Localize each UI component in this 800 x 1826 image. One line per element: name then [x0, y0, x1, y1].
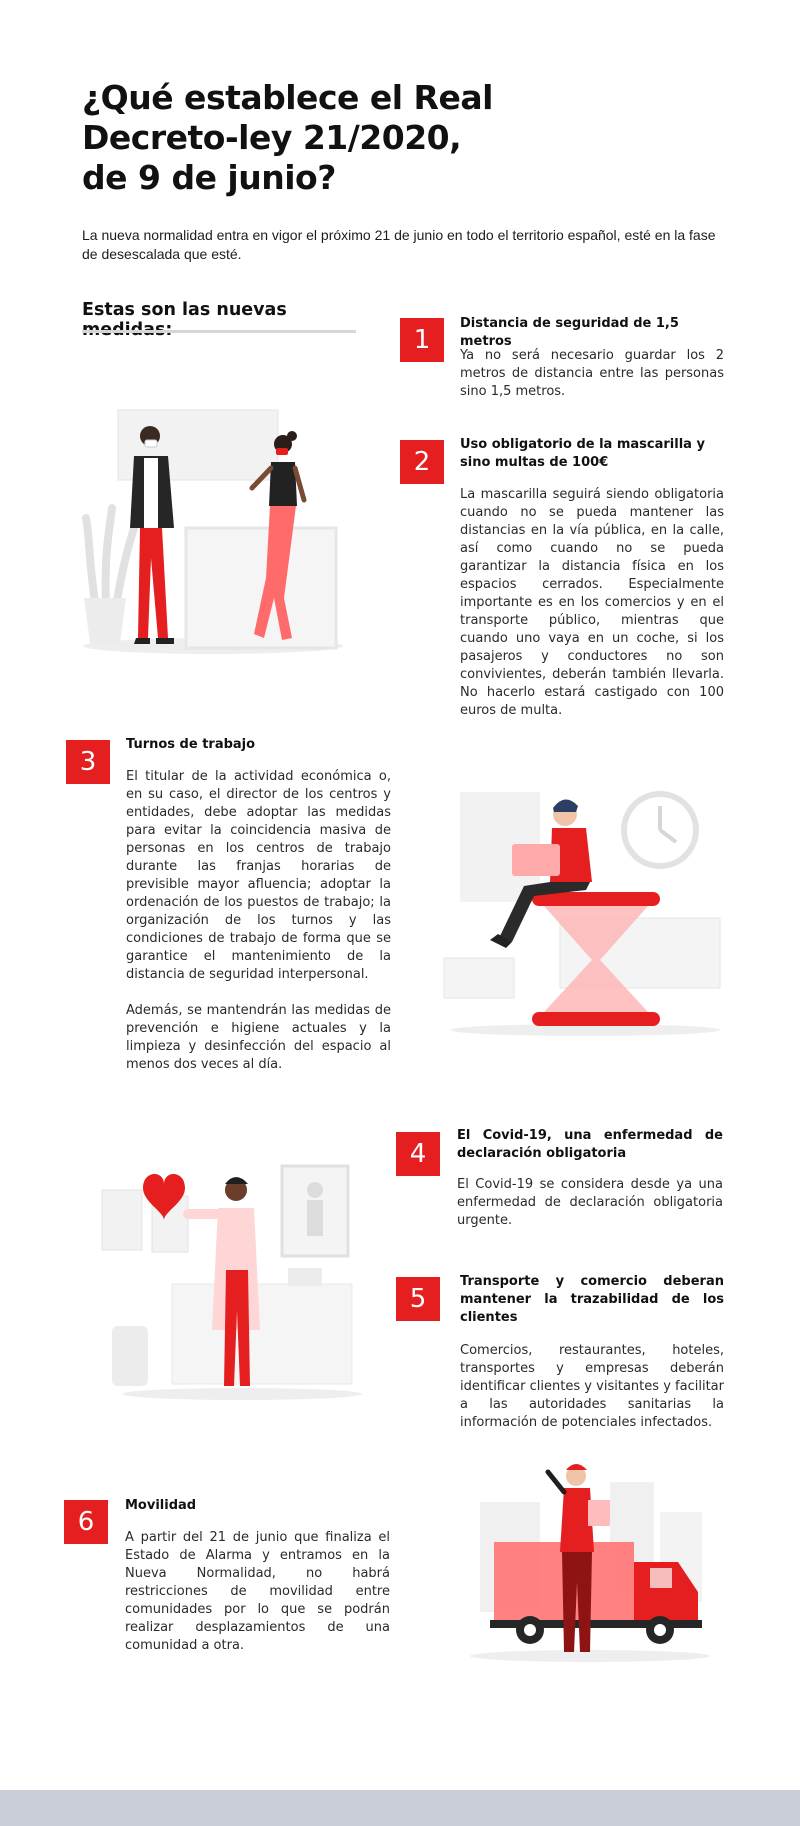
- measure-4-body: [457, 1176, 723, 1230]
- measure-2-badge: 2: [400, 440, 444, 484]
- footer-bar: [0, 1790, 800, 1826]
- measure-2-body: [460, 486, 724, 720]
- page-title-line-2: Decreto-ley 21/2020,: [82, 118, 462, 157]
- measure-2-title: Uso obligatorio de la mascarilla y sino multas de 100€: [460, 437, 705, 470]
- page-title: [82, 78, 602, 198]
- measure-6-paragraph: A partir del 21 de junio que finaliza el Estado de Alarma y entramos en la Nueva Normalidad, no habrá restricciones de movilidad entre comunidades por lo que se podrán realizar desplazamientos de una comunidad a otra.: [125, 1530, 390, 1653]
- measure-6-badge: 6: [64, 1500, 108, 1544]
- measure-3-title: Turnos de trabajo: [126, 737, 256, 752]
- measure-6-title: Movilidad: [125, 1498, 197, 1513]
- measure-1-body: [460, 347, 724, 401]
- measure-3-paragraph-1: El titular de la actividad económica o, en su caso, el director de los centros y entidades, debe adoptar las medidas para evitar la coincidencia masiva de personas en los centros de trabajo durante las franjas horarias de previsible mayor afluencia; adoptar la ordenación de los puestos de trabajo; la organización de los turnos y las condiciones de trabajo de forma que se garantice el mantenimiento de la distancia de seguridad interpersonal.: [126, 769, 391, 982]
- page-title-line-1: ¿Qué establece el Real: [82, 78, 493, 117]
- measure-5-badge: 5: [396, 1277, 440, 1321]
- measure-5-paragraph: Comercios, restaurantes, hoteles, transportes y empresas deberán identificar clientes y visitantes y facilitar a las autoridades sanitarias la información de potenciales infectados.: [460, 1343, 724, 1430]
- measures-subtitle: Estas son las nuevas: [82, 300, 287, 320]
- delivery-truck-illustration: [460, 1452, 720, 1662]
- measure-6-body: [125, 1529, 390, 1655]
- people-distancing-illustration: [78, 398, 368, 658]
- measure-2-paragraph: La mascarilla seguirá siendo obligatoria cuando no se pueda mantener las distancias en la vía pública, en la calle, así como cuando no se pueda garantizar la distancia física en los espacios cerrados. Especialmente importante es en los comercios y en el transporte público, mientras que cuando uno vaya en un coche, si los pasajeros y conductores no son convivientes, deberán también llevarla. No hacerlo estará castigado con 100 euros de multa.: [460, 487, 724, 718]
- measure-3-body: [126, 768, 391, 1074]
- doctor-heart-illustration: [92, 1150, 372, 1400]
- measure-4-paragraph: El Covid-19 se considera desde ya una enfermedad de declaración obligatoria urgente.: [457, 1177, 723, 1228]
- measure-4-title: El Covid-19, una enfermedad de declaración obligatoria: [457, 1128, 723, 1161]
- measure-5-body: [460, 1342, 724, 1432]
- measure-1-badge: 1: [400, 318, 444, 362]
- worker-hourglass-illustration: [440, 782, 730, 1042]
- subtitle-underline: [82, 330, 356, 333]
- measure-5-title: Transporte y comercio deberan mantener la trazabilidad de los clientes: [460, 1274, 724, 1325]
- measure-1-paragraph: Ya no será necesario guardar los 2 metros de distancia entre las personas sino 1,5 metros.: [460, 348, 724, 399]
- intro-paragraph: La nueva normalidad entra en vigor el próximo 21 de junio en todo el territorio español, esté en la fase de desescalada que esté.: [82, 227, 716, 262]
- measure-4-badge: 4: [396, 1132, 440, 1176]
- measure-3-badge: 3: [66, 740, 110, 784]
- page-title-line-3: de 9 de junio?: [82, 158, 336, 197]
- measure-3-paragraph-2: Además, se mantendrán las medidas de prevención e higiene actuales y la limpieza y desinfección del espacio al menos dos veces al día.: [126, 1003, 391, 1072]
- measure-1-title: Distancia de seguridad de 1,5 metros: [460, 316, 679, 349]
